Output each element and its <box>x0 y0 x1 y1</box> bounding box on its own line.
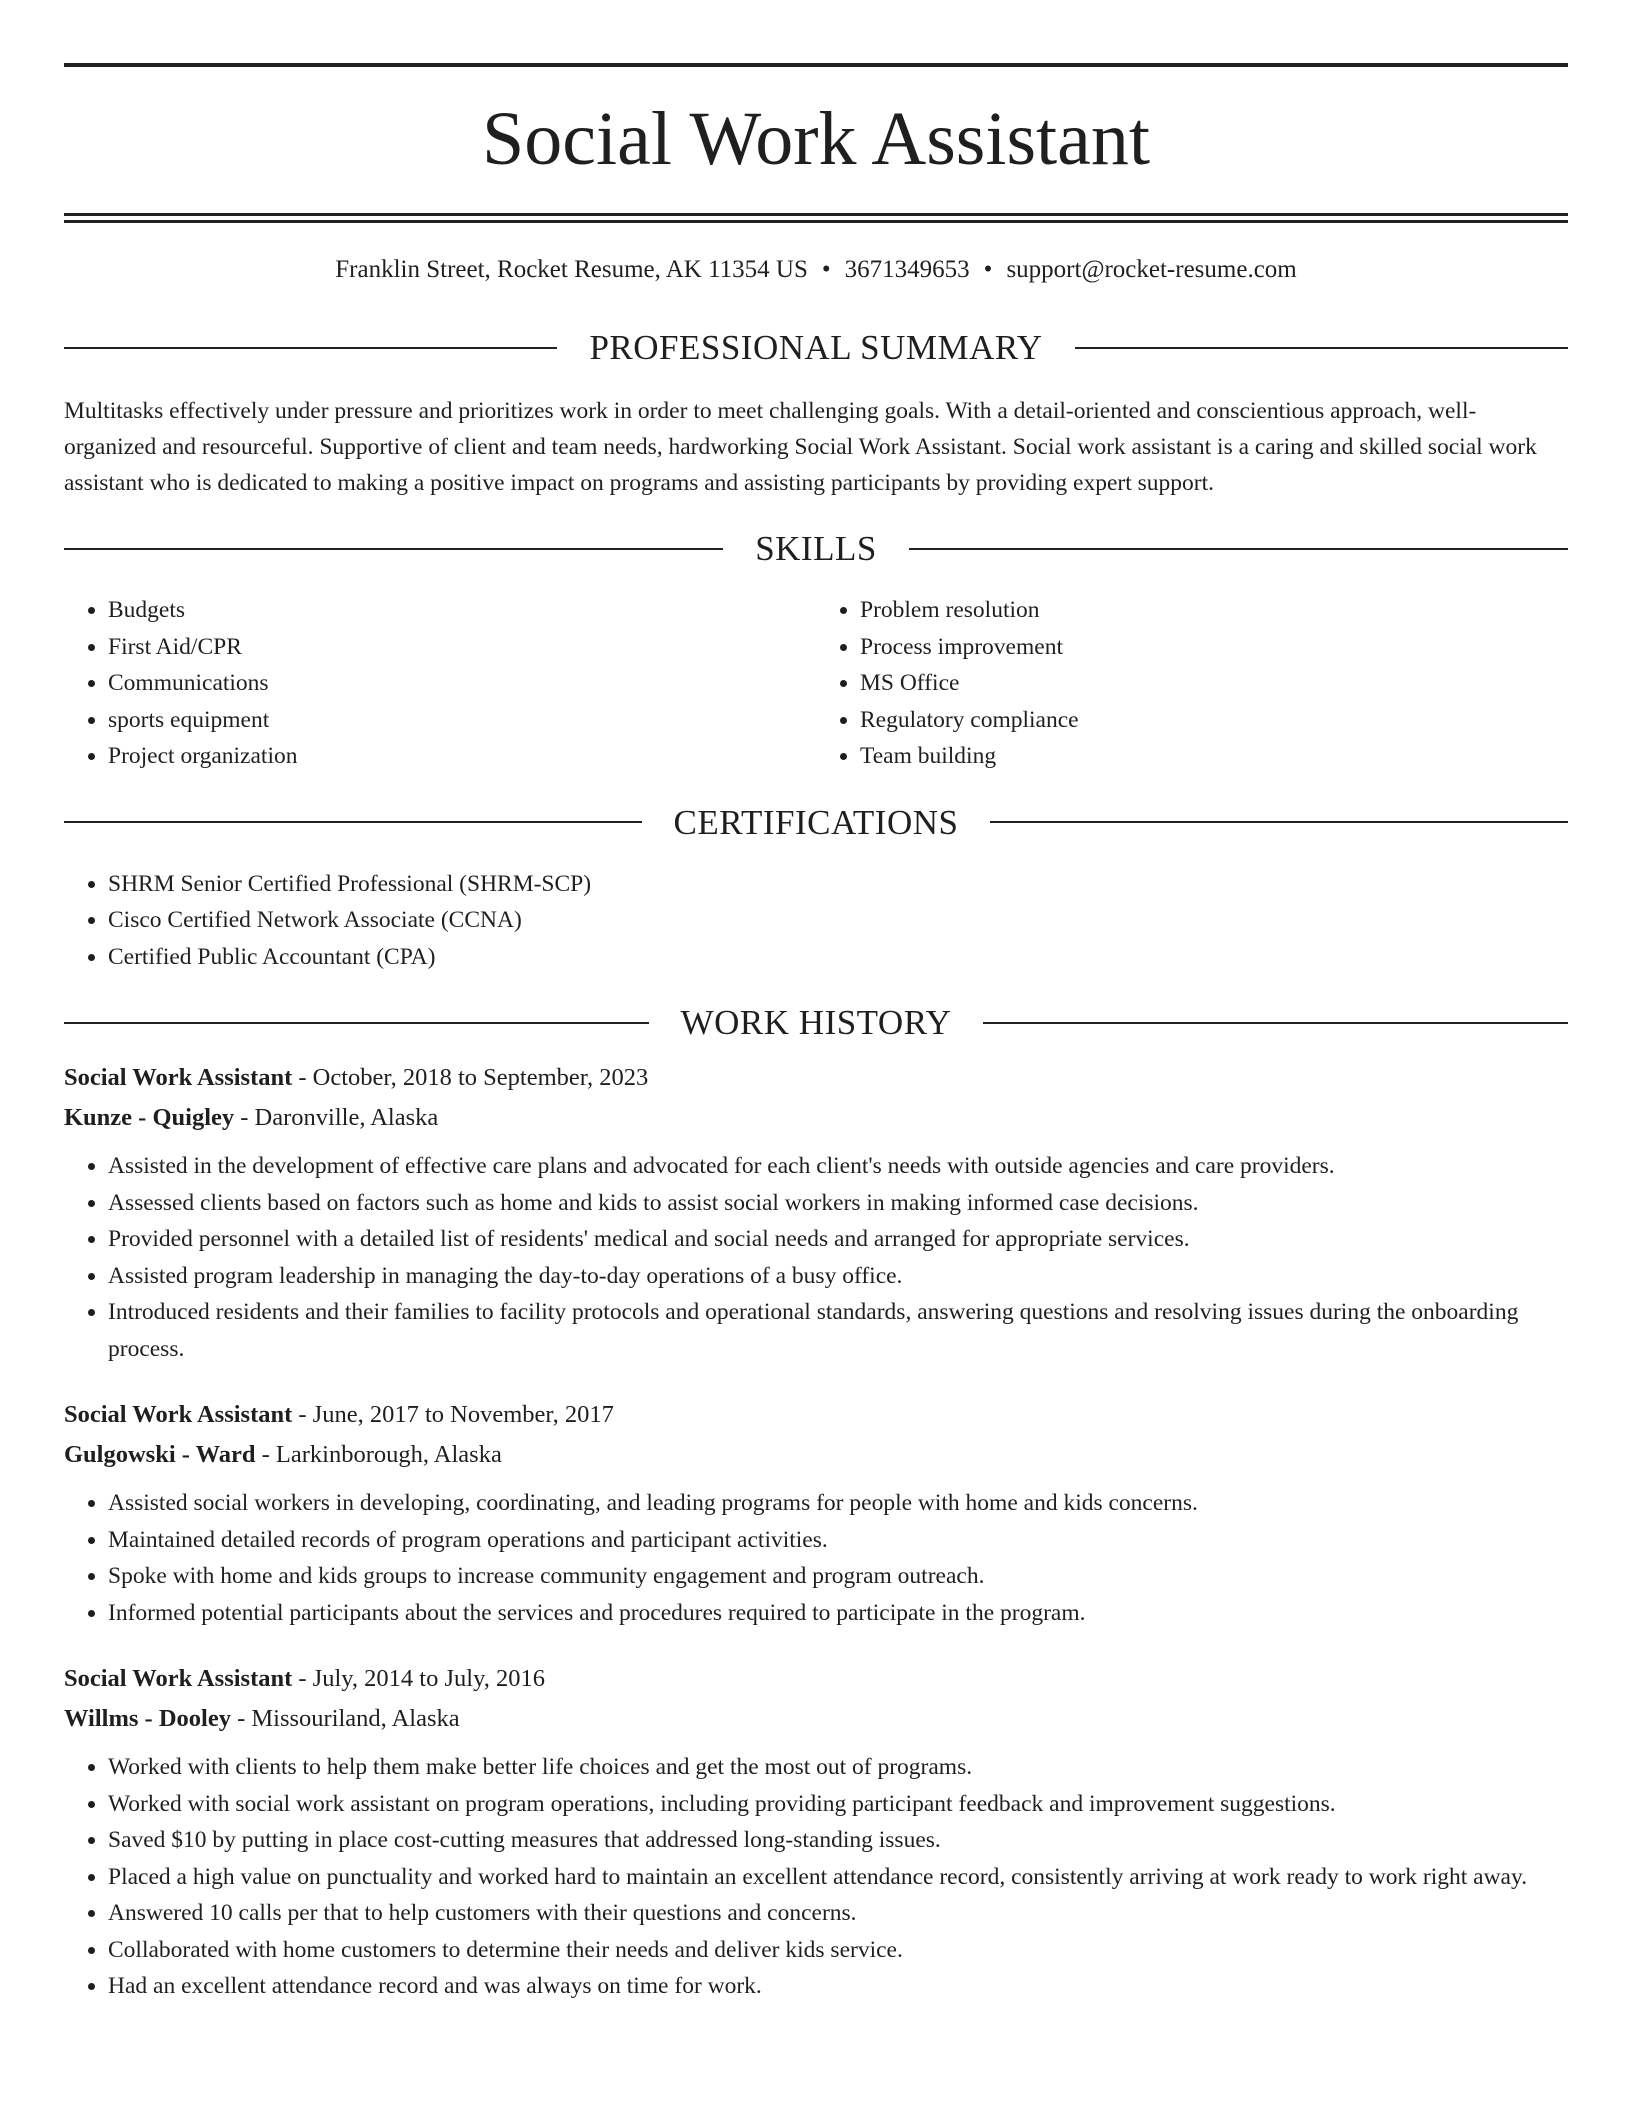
title-double-rule <box>64 213 1568 223</box>
contact-phone: 3671349653 <box>844 256 970 283</box>
skill-item: • Budgets <box>108 592 816 629</box>
certifications-heading-label: CERTIFICATIONS <box>673 802 959 842</box>
job-location: - Daronville, Alaska <box>234 1104 439 1131</box>
heading-rule <box>1075 347 1568 349</box>
contact-line <box>64 257 1568 282</box>
skills-column-right <box>816 592 1568 775</box>
job-company: Willms - Dooley <box>64 1705 231 1732</box>
heading-rule <box>990 821 1568 823</box>
job-bullet: • Collaborated with home customers to determine their needs and deliver kids service. <box>108 1932 1568 1969</box>
contact-email: support@rocket-resume.com <box>1006 256 1297 283</box>
job-bullet: • Assessed clients based on factors such as home and kids to assist social workers in making informed case decisions. <box>108 1185 1568 1222</box>
job-company: Gulgowski - Ward <box>64 1441 256 1468</box>
skills-list <box>64 592 1568 775</box>
job-title-line <box>64 1058 1568 1098</box>
job-bullet: • Provided personnel with a detailed list of residents' medical and social needs and arranged for appropriate services. <box>108 1221 1568 1258</box>
skills-column-left <box>64 592 816 775</box>
job-bullet: • Assisted social workers in developing, coordinating, and leading programs for people with home and kids concerns. <box>108 1485 1568 1522</box>
job-entry <box>64 1395 1568 1631</box>
job-title: Social Work Assistant <box>64 1665 293 1692</box>
job-bullets <box>64 1749 1568 2005</box>
job-bullet: • Answered 10 calls per that to help customers with their questions and concerns. <box>108 1895 1568 1932</box>
heading-rule <box>909 548 1568 550</box>
job-bullet: • Saved $10 by putting in place cost-cutting measures that addressed long-standing issues. <box>108 1822 1568 1859</box>
job-entry <box>64 1058 1568 1367</box>
contact-address: Franklin Street, Rocket Resume, AK 11354 US <box>335 256 808 283</box>
job-company-line <box>64 1699 1568 1739</box>
contact-separator: • <box>821 256 831 283</box>
job-title-line <box>64 1659 1568 1699</box>
resume-title: Social Work Assistant <box>481 97 1151 181</box>
job-dates: - July, 2014 to July, 2016 <box>292 1665 545 1692</box>
heading-rule <box>64 821 642 823</box>
heading-rule <box>983 1022 1568 1024</box>
certifications-list <box>64 866 1568 976</box>
job-bullet: • Introduced residents and their families to facility protocols and operational standards, answering questions and resolving issues during the onboarding process. <box>108 1294 1568 1367</box>
job-bullet: • Worked with clients to help them make better life choices and get the most out of programs. <box>108 1749 1568 1786</box>
work-history-section-heading <box>64 1005 1568 1040</box>
top-rule <box>64 63 1568 67</box>
job-company: Kunze - Quigley <box>64 1104 235 1131</box>
skill-item: • Problem resolution <box>860 592 1568 629</box>
skill-item: • Communications <box>108 665 816 702</box>
job-bullet: • Had an excellent attendance record and was always on time for work. <box>108 1968 1568 2005</box>
job-bullet: • Assisted in the development of effective care plans and advocated for each client's needs with outside agencies and care providers. <box>108 1148 1568 1185</box>
job-bullet: • Spoke with home and kids groups to increase community engagement and program outreach. <box>108 1558 1568 1595</box>
job-bullets <box>64 1485 1568 1631</box>
job-company-line <box>64 1098 1568 1138</box>
job-company-line <box>64 1435 1568 1475</box>
resume-page <box>64 0 1568 2005</box>
certification-item: • Cisco Certified Network Associate (CCNA) <box>108 902 1568 939</box>
heading-rule <box>64 347 557 349</box>
job-dates: - October, 2018 to September, 2023 <box>292 1064 649 1091</box>
skill-item: • First Aid/CPR <box>108 629 816 666</box>
job-title: Social Work Assistant <box>64 1401 293 1428</box>
certification-item: • SHRM Senior Certified Professional (SHRM-SCP) <box>108 866 1568 903</box>
heading-rule <box>64 548 723 550</box>
work-history-heading-label: WORK HISTORY <box>680 1003 952 1042</box>
certifications-section-heading <box>64 802 1568 842</box>
summary-section-heading <box>64 330 1568 365</box>
job-location: - Larkinborough, Alaska <box>255 1441 502 1468</box>
job-location: - Missouriland, Alaska <box>230 1705 460 1732</box>
job-title: Social Work Assistant <box>64 1064 293 1091</box>
contact-separator: • <box>983 256 993 283</box>
job-bullet: • Maintained detailed records of program operations and participant activities. <box>108 1522 1568 1559</box>
skill-item: • Project organization <box>108 738 816 775</box>
skill-item: • MS Office <box>860 665 1568 702</box>
certification-item: • Certified Public Accountant (CPA) <box>108 939 1568 976</box>
skill-item: • Regulatory compliance <box>860 702 1568 739</box>
job-entry <box>64 1659 1568 2005</box>
professional-summary: Multitasks effectively under pressure and prioritizes work in order to meet challenging goals. With a detail-oriented and conscientious approach, well-organized and resourceful. Supportive of client and team needs, hardworking Social Work Assistant. Social work assistant is a caring and skilled social work assistant who is dedicated to making a positive impact on programs and assisting participants by providing expert support. <box>64 398 1537 496</box>
summary-heading-label: PROFESSIONAL SUMMARY <box>589 328 1043 367</box>
skill-item: • Process improvement <box>860 629 1568 666</box>
job-bullet: • Placed a high value on punctuality and worked hard to maintain an excellent attendance record, consistently arriving at work ready to work right away. <box>108 1859 1568 1896</box>
job-bullets <box>64 1148 1568 1367</box>
job-title-line <box>64 1395 1568 1435</box>
skill-item: • Team building <box>860 738 1568 775</box>
heading-rule <box>64 1022 649 1024</box>
job-bullet: • Worked with social work assistant on program operations, including providing participant feedback and improvement suggestions. <box>108 1786 1568 1823</box>
skills-section-heading <box>64 531 1568 566</box>
job-dates: - June, 2017 to November, 2017 <box>292 1401 614 1428</box>
job-bullet: • Assisted program leadership in managing the day-to-day operations of a busy office. <box>108 1258 1568 1295</box>
job-bullet: • Informed potential participants about the services and procedures required to participate in the program. <box>108 1595 1568 1632</box>
skills-heading-label: SKILLS <box>755 529 877 568</box>
skill-item: • sports equipment <box>108 702 816 739</box>
